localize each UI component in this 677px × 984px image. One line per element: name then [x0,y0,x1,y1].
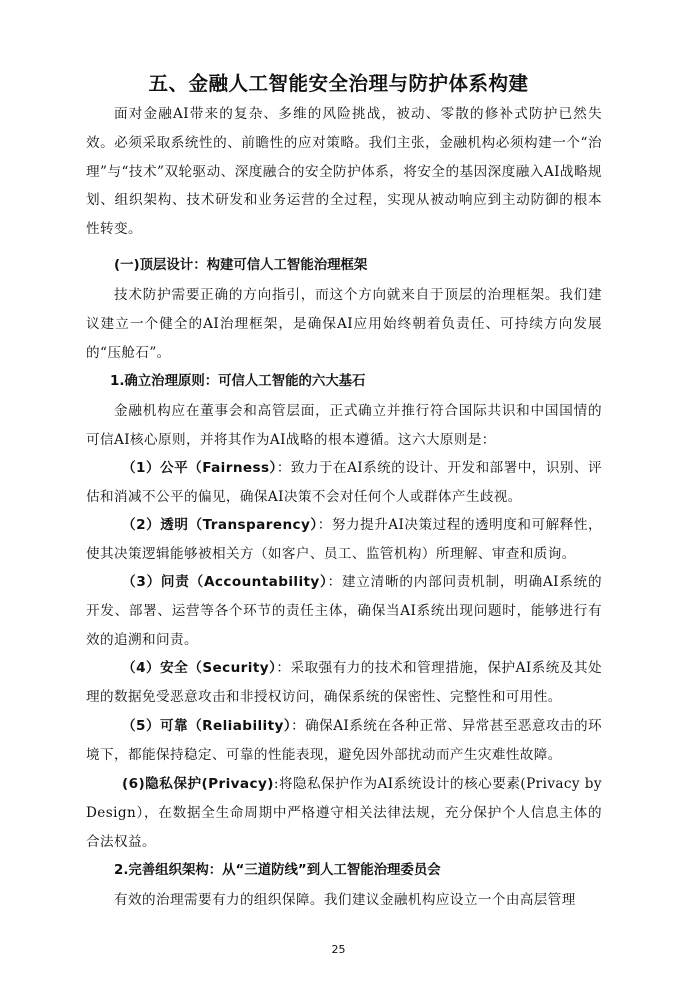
principle-fairness [86,454,602,512]
item-2-heading: 2.完善组织架构：从“三道防线”到人工智能治理委员会 [114,863,441,878]
page-number: 25 [331,943,346,956]
principle-transparency [86,511,602,569]
principle-security [86,654,602,712]
principle-accountability-text: ：建立清晰的内部问责机制，明确AI系统的开发、部署、运营等各个环节的责任主体，确保当AI系统出现问题时，能够进行有效的追溯和问责。 [86,574,602,648]
section-title: 五、金融人工智能安全治理与防护体系构建 [148,72,529,95]
principle-transparency-text: ：努力提升AI决策过程的透明度和可解释性，使其决策逻辑能够被相关方（如客户、员工、监管机构）所理解、审查和质询。 [86,517,602,562]
principle-transparency-label: （2）透明（Transparency） [122,517,318,533]
intro-paragraph: 面对金融AI带来的复杂、多维的风险挑战，被动、零散的修补式防护已然失效。必须采取系统性的、前瞻性的应对策略。我们主张，金融机构必须构建一个“治理”与“技术”双轮驱动、深度融合的安全防护体系，将安全的基因深度融入AI战略规划、组织架构、技术研发和业务运营的全过程，实现从被动响应到主动防御的根本性转变。 [86,106,602,238]
principle-accountability-label: （3）问责（Accountability） [122,574,328,590]
principle-accountability [86,568,602,654]
principle-privacy-text: :将隐私保护作为AI系统设计的核心要素(Privacy by Design），在数据全生命周期中严格遵守相关法律法规，充分保护个人信息主体的合法权益。 [86,776,602,850]
principle-reliability-label: （5）可靠（Reliability） [122,718,292,734]
principle-fairness-label: （1）公平（Fairness） [122,460,277,476]
item-2-paragraph: 有效的治理需要有力的组织保障。我们建议金融机构应设立一个由高层管理 [114,892,576,908]
principle-fairness-text: ：致力于在AI系统的设计、开发和部署中，识别、评估和消减不公平的偏见，确保AI决策不会对任何个人或群体产生歧视。 [86,460,602,505]
subsection-1-paragraph: 技术防护需要正确的方向指引，而这个方向就来自于顶层的治理框架。我们建议建立一个健全的AI治理框架，是确保AI应用始终朝着负责任、可持续方向发展的“压舱石”。 [86,287,602,361]
item-1-paragraph: 金融机构应在董事会和高管层面，正式确立并推行符合国际共识和中国国情的可信AI核心原则，并将其作为AI战略的根本遵循。这六大原则是： [86,403,602,448]
subsection-1-heading: (一)顶层设计：构建可信人工智能治理框架 [114,258,368,273]
item-1-heading: 1.确立治理原则：可信人工智能的六大基石 [110,374,366,389]
principle-reliability [86,712,602,770]
principle-security-text: ：采取强有力的技术和管理措施，保护AI系统及其处理的数据免受恶意攻击和非授权访问，确保系统的保密性、完整性和可用性。 [86,660,602,705]
principle-reliability-text: ：确保AI系统在各种正常、异常甚至恶意攻击的环境下，都能保持稳定、可靠的性能表现，避免因外部扰动而产生灾难性故障。 [86,718,602,763]
principle-security-label: （4）安全（Security） [122,660,277,676]
principle-privacy [86,770,602,856]
principle-privacy-label: (6)隐私保护(Privacy) [122,776,274,792]
